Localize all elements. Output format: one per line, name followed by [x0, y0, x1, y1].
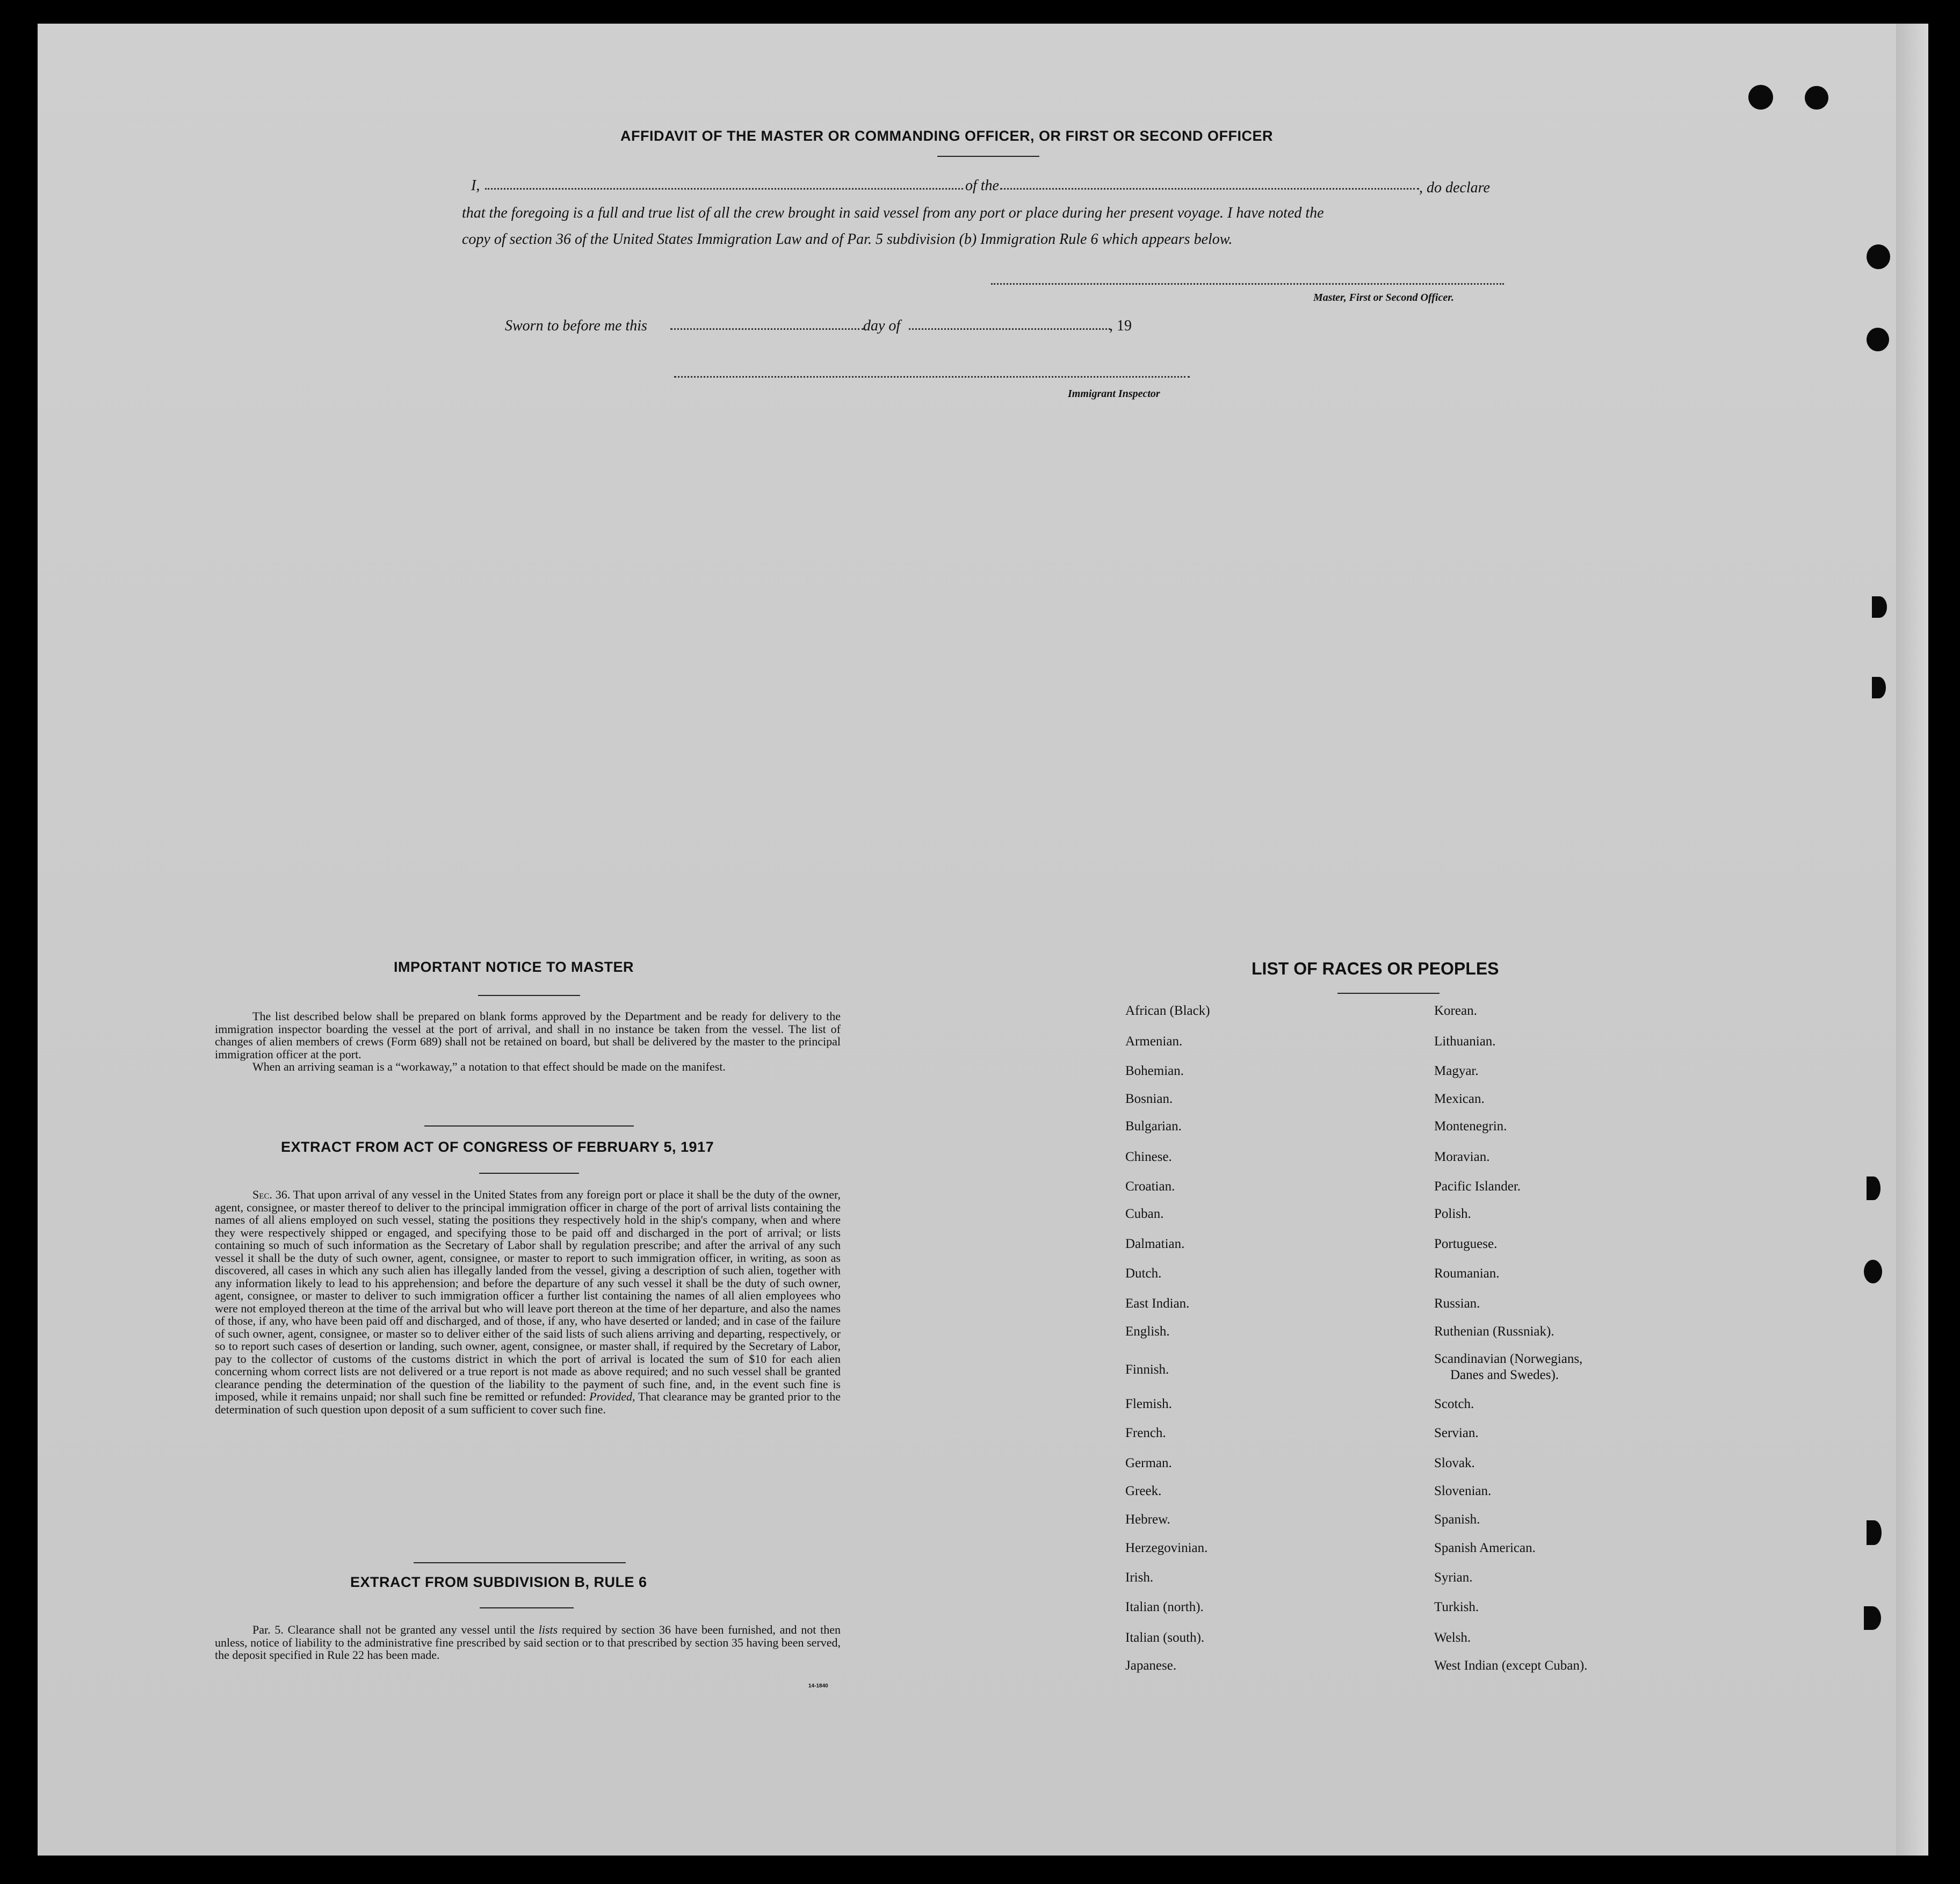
- rule-part2: required by section 36 have been furnished, and not then unless, notice of liability to the administrative fine prescribed by said section or to that prescribed by section 35 having been served, the deposit specified in Rule 22 has been made.: [215, 1623, 841, 1662]
- title-underline: [937, 156, 1039, 157]
- affidavit-line2: that the foregoing is a full and true list of all the crew brought in said vessel from any port or place during her present voyage. I have noted the: [462, 205, 1324, 221]
- race-right-item: Lithuanian.: [1434, 1034, 1496, 1049]
- punch-hole: [1864, 1606, 1881, 1630]
- punch-hole: [1867, 1520, 1882, 1545]
- race-left-item: Hebrew.: [1125, 1512, 1170, 1527]
- race-left-item: Bulgarian.: [1125, 1119, 1182, 1134]
- master-signature-line: [991, 283, 1504, 285]
- sworn-month-field: [909, 328, 1110, 330]
- race-left-item: Japanese.: [1125, 1658, 1177, 1673]
- race-left-item: Dutch.: [1125, 1266, 1162, 1281]
- notice-text: [215, 1010, 841, 1073]
- race-left-item: African (Black): [1125, 1004, 1210, 1018]
- races-underline: [1337, 993, 1440, 994]
- sworn-text: Sworn to before me this: [505, 317, 647, 334]
- race-right-item: Slovak.: [1434, 1456, 1475, 1470]
- race-left-item: Cuban.: [1125, 1207, 1164, 1221]
- rule-underline: [480, 1607, 574, 1608]
- race-right-item: Portuguese.: [1434, 1237, 1498, 1251]
- punch-hole: [1872, 596, 1887, 618]
- race-left-item: Herzegovinian.: [1125, 1541, 1208, 1555]
- race-left-item: Italian (south).: [1125, 1630, 1205, 1645]
- race-left-item: German.: [1125, 1456, 1172, 1470]
- race-left-item: Bosnian.: [1125, 1092, 1173, 1106]
- act-section-label: Sec. 36.: [252, 1188, 291, 1201]
- form-number: 14-1840: [808, 1683, 828, 1689]
- rule-lists: lists: [538, 1623, 558, 1636]
- rule-part1: Par. 5. Clearance shall not be granted any vessel until the: [252, 1623, 534, 1636]
- race-right-item: Servian.: [1434, 1426, 1479, 1440]
- race-right-item: Turkish.: [1434, 1600, 1479, 1614]
- act-paragraph: [215, 1188, 841, 1416]
- race-right-item: Roumanian.: [1434, 1266, 1500, 1281]
- rule-paragraph: [215, 1623, 841, 1662]
- punch-hole: [1864, 1260, 1882, 1283]
- race-left-item: Chinese.: [1125, 1150, 1172, 1164]
- race-right-item: Danes and Swedes).: [1450, 1368, 1559, 1382]
- notice-underline: [478, 995, 580, 996]
- affidavit-line1-declare: , do declare: [1419, 179, 1490, 196]
- form-page: [38, 24, 1928, 1856]
- section-divider: [414, 1562, 626, 1563]
- inspector-signature-line: [674, 376, 1190, 378]
- race-right-item: Spanish American.: [1434, 1541, 1536, 1555]
- race-left-item: Greek.: [1125, 1484, 1162, 1498]
- race-left-item: Finnish.: [1125, 1362, 1169, 1377]
- race-right-item: Montenegrin.: [1434, 1119, 1507, 1134]
- race-right-item: Mexican.: [1434, 1092, 1485, 1106]
- race-left-item: Bohemian.: [1125, 1064, 1184, 1078]
- race-left-item: Irish.: [1125, 1570, 1154, 1585]
- notice-paragraph-1: The list described below shall be prepared on blank forms approved by the Department and be ready for delivery to the immigration inspector boarding the vessel at the port of arrival, and shall in no instance be taken from the vessel. The list of changes of alien members of crews (Form 689) shall not be retained on board, but shall be delivered by the master to the principal immigration officer at the port.: [215, 1009, 841, 1061]
- affidavit-title: AFFIDAVIT OF THE MASTER OR COMMANDING OFFICER, OR FIRST OR SECOND OFFICER: [620, 128, 1273, 144]
- act-body-end: That clearance may be granted prior to the determination of such question upon deposit of a sum sufficient to cover such fine.: [215, 1390, 841, 1416]
- race-left-item: East Indian.: [1125, 1296, 1190, 1311]
- race-right-item: Scandinavian (Norwegians,: [1434, 1352, 1583, 1366]
- race-right-item: Polish.: [1434, 1207, 1471, 1221]
- page-edge: [1896, 24, 1928, 1856]
- race-right-item: Slovenian.: [1434, 1484, 1492, 1498]
- punch-hole: [1867, 1176, 1881, 1200]
- sworn-day-field: [670, 328, 864, 330]
- notice-title: IMPORTANT NOTICE TO MASTER: [394, 959, 634, 975]
- day-of-text: day of: [863, 317, 901, 334]
- race-right-item: Pacific Islander.: [1434, 1179, 1521, 1194]
- race-left-item: Dalmatian.: [1125, 1237, 1185, 1251]
- race-right-item: Scotch.: [1434, 1397, 1474, 1411]
- race-right-item: Spanish.: [1434, 1512, 1480, 1527]
- race-right-item: Korean.: [1434, 1004, 1477, 1018]
- punch-hole: [1867, 244, 1890, 269]
- vessel-field: [1000, 188, 1419, 190]
- race-left-item: Croatian.: [1125, 1179, 1175, 1194]
- section-divider: [424, 1125, 634, 1127]
- race-left-item: English.: [1125, 1324, 1170, 1339]
- affidavit-line3: copy of section 36 of the United States Immigration Law and of Par. 5 subdivision (b) Immigration Rule 6 which appears below.: [462, 231, 1233, 248]
- punch-hole: [1748, 85, 1773, 110]
- act-provided: Provided,: [589, 1390, 635, 1403]
- notice-paragraph-2: When an arriving seaman is a “workaway,” a notation to that effect should be made on the manifest.: [252, 1060, 726, 1073]
- punch-hole: [1872, 677, 1886, 698]
- act-extract-title: EXTRACT FROM ACT OF CONGRESS OF FEBRUARY 5, 1917: [281, 1139, 714, 1155]
- name-field: [485, 188, 963, 190]
- affidavit-line1-i: I,: [471, 177, 480, 194]
- race-right-item: Moravian.: [1434, 1150, 1490, 1164]
- act-body: That upon arrival of any vessel in the United States from any foreign port or place it shall be the duty of the owner, agent, consignee, or master thereof to deliver to the principal immigration officer in charge of the port of arrival lists containing the names of all aliens employed on such vessel, stating the positions they respectively hold in the ship's company, when and where they were respectively shipped or engaged, and specifying those to be paid off and discharged in the port of arrival; or lists containing so much of such information as the Secretary of Labor shall by regulation prescribe; and after the arrival of any such vessel it shall be the duty of such owner, agent, consignee, or master to report to such immigration officer, in writing, as soon as discovered, all cases in which any such alien has illegally landed from the vessel, giving a description of such alien, together with any information likely to lead to his apprehension; and before the departure of any such vessel it shall be the duty of such owner, agent, consignee, or master to deliver to such immigration officer a further list containing the names of all alien employees who were not employed thereon at the time of the arrival but who will leave port thereon at the time of her departure, and also the names of those, if any, who have been paid off and discharged, and of those, if any, who have deserted or landed; and in case of the failure of such owner, agent, consignee, or master so to deliver either of the said lists of such aliens arriving and departing, respectively, or so to report such cases of desertion or landing, such owner, agent, consignee, or master shall, if required by the Secretary of Labor, pay to the collector of customs of the customs district in which the port of arrival is located the sum of $10 for each alien concerning whom correct lists are not delivered or a true report is not made as above required; and no such vessel shall be granted clearance pending the determination of the question of the liability to the payment of such fine, and, in the event such fine is imposed, while it remains unpaid; nor shall such fine be remitted or refunded:: [215, 1188, 841, 1403]
- race-right-item: West Indian (except Cuban).: [1434, 1658, 1588, 1673]
- master-signature-label: Master, First or Second Officer.: [1313, 292, 1454, 304]
- race-right-item: Syrian.: [1434, 1570, 1473, 1585]
- race-right-item: Ruthenian (Russniak).: [1434, 1324, 1554, 1339]
- year-text: , 19: [1109, 317, 1132, 334]
- inspector-signature-label: Immigrant Inspector: [1068, 388, 1160, 400]
- punch-hole: [1867, 328, 1889, 351]
- race-left-item: Armenian.: [1125, 1034, 1183, 1049]
- act-underline: [479, 1173, 579, 1174]
- race-left-item: French.: [1125, 1426, 1166, 1440]
- rule-text: [215, 1623, 841, 1662]
- race-left-item: Flemish.: [1125, 1397, 1172, 1411]
- act-text: [215, 1188, 841, 1416]
- race-right-item: Welsh.: [1434, 1630, 1471, 1645]
- punch-hole: [1805, 86, 1828, 110]
- race-right-item: Russian.: [1434, 1296, 1480, 1311]
- races-title: LIST OF RACES OR PEOPLES: [1252, 959, 1499, 978]
- affidavit-line1-of: of the: [965, 177, 999, 194]
- rule-extract-title: EXTRACT FROM SUBDIVISION B, RULE 6: [350, 1574, 647, 1590]
- race-left-item: Italian (north).: [1125, 1600, 1204, 1614]
- race-right-item: Magyar.: [1434, 1064, 1479, 1078]
